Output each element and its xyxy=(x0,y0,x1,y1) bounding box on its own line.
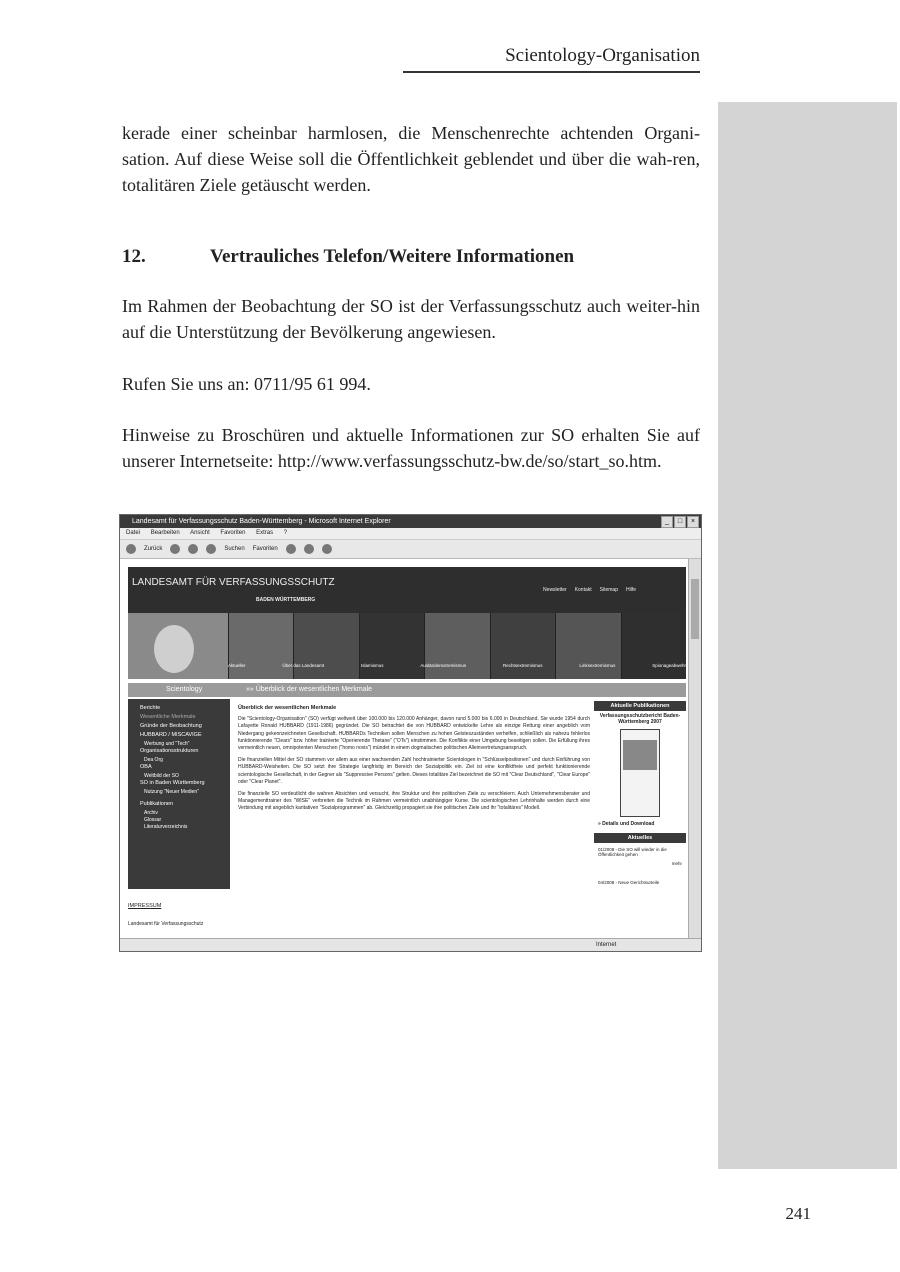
nav-sub-medien[interactable]: Nutzung "Neuer Medien" xyxy=(144,789,199,795)
caption-auslaender[interactable]: Ausländerextremismus xyxy=(420,663,467,668)
section-label: Scientology xyxy=(166,686,203,693)
news-more-link[interactable]: mehr xyxy=(671,861,682,866)
caption-aktueller[interactable]: Aktueller xyxy=(228,663,246,668)
caption-islamismus[interactable]: Islamismus xyxy=(360,663,384,668)
nav-kontakt[interactable]: Kontakt xyxy=(574,587,592,593)
banner-subtitle: BADEN WÜRTTEMBERG xyxy=(256,597,316,603)
scrollbar[interactable] xyxy=(688,559,701,939)
window-title: Landesamt für Verfassungsschutz Baden-Württemberg - Microsoft Internet Explorer xyxy=(132,518,391,525)
minimize-icon[interactable]: _ xyxy=(661,516,673,528)
article-paragraph-3: Die finanzielle SO verdeutlicht die wahren Absichten und versucht, ihre Struktur und ihre politischen Ziele zu verschleiern. Auch Unternehmensberater und Managementtrainer des "WISE" verbreiten die Technik im Rahmen vermeintlich unabhängiger Kurse. Die scientologischen Lehrinhalte werden durch eine Verbindung mit angeblich karitativen "Sozialprogrammen" ab. Gleichzeitig propagiert sie ihre politischen Ziele und ihr "totalitäres" Modell. xyxy=(238,791,590,812)
photo-captions xyxy=(228,663,686,668)
caption-rechts[interactable]: Rechtsextremismus xyxy=(502,663,543,668)
mail-icon[interactable] xyxy=(304,544,314,554)
favorites-button[interactable]: Favoriten xyxy=(252,546,278,552)
section-number: 12. xyxy=(122,246,146,267)
article-paragraph-1: Die "Scientology-Organisation" (SO) verfügt weltweit über 100.000 bis 120.000 Anhänger, davon rund 5.000 bis 6.000 in Deutschland. Sie wurde 1954 durch Lafayette Ronald HUBBARD (1911-1986) gegründet. Die SO betrachtet die von HUBBARD entwickelte Lehre als einzige Rettung einer angeblich vom Niedergang gekennzeichneten Gesellschaft. HUBBARDs Techniken sollen Menschen zu hohen Geisteszuständen verhelfen, schließlich als nahezu fehlerlos funktionierende "Clears" bzw. höher trainierte "Operierende Thetane" ("OTs") einstimmen. Die Konflikte einer Umgebung beseitigen sollen. Die Erfüllung ihres vermeintlich neuen, omnipotenten Menschen ("homo novis") mündet in einem dogmatischen politischen Alleinvertretungsanspruch. xyxy=(238,716,590,752)
photo-5[interactable] xyxy=(490,613,555,679)
photo-strip xyxy=(128,613,686,679)
menu-bar xyxy=(120,528,701,540)
impressum-link[interactable]: IMPRESSUM xyxy=(128,903,162,909)
nav-merkmale[interactable]: Wesentliche Merkmale xyxy=(140,714,196,720)
paragraph-1: kerade einer scheinbar harmlosen, die Menschenrechte achtenden Organi-sation. Auf diese Weise soll die Öffentlichkeit geblendet und über die wah-ren, totalitären Ziele getäuscht werden. xyxy=(122,123,700,195)
nav-sub-archiv[interactable]: Archiv xyxy=(144,810,158,816)
article-paragraph-2: Die finanziellen Mittel der SO stammen vor allem aus einer wachsenden Zahl hochtrainierter Scientologen in "Schlüsselpositionen" und durch Einführung von HUBBARD-Weisheiten. Die SO setzt ihre Strategie langfristig im Bereich der Sozialpolitik ein. Ziel ist eine konfliktfreie und perfekt funktionierende scientologische Gesellschaft, in der Gegner als "Suppressive Persons" gelten. Dieses totalitäre Ziel bezeichnet die SO mit "Clear Deutschland", "Clear Europe" oder "Clear Planet". xyxy=(238,757,590,785)
download-link[interactable]: » Details und Download xyxy=(598,821,655,827)
status-zone: Internet xyxy=(596,942,617,948)
nav-struktur[interactable]: Organisationsstrukturen xyxy=(140,748,199,754)
photo-6[interactable] xyxy=(555,613,620,679)
history-icon[interactable] xyxy=(286,544,296,554)
news-item-2[interactable]: 04/2008 - Neue Gerichtsurteile xyxy=(598,880,660,885)
forward-icon[interactable] xyxy=(170,544,180,554)
photo-7[interactable] xyxy=(621,613,686,679)
home-icon[interactable] xyxy=(206,544,216,554)
top-nav xyxy=(543,587,636,593)
caption-links[interactable]: Linksextremismus xyxy=(579,663,616,668)
banner-title: LANDESAMT FÜR VERFASSUNGSSCHUTZ xyxy=(132,577,335,588)
website xyxy=(120,559,688,939)
section-title: Vertrauliches Telefon/Weitere Informationen xyxy=(210,246,575,267)
photo-1[interactable] xyxy=(228,613,293,679)
nav-gruende[interactable]: Gründe der Beobachtung xyxy=(140,723,202,729)
news-item-1[interactable]: 01/2008 - Die SO will wieder in die Öffentlichkeit gehen xyxy=(598,847,667,857)
status-bar xyxy=(120,938,701,951)
print-icon[interactable] xyxy=(322,544,332,554)
window-titlebar xyxy=(120,515,701,528)
refresh-icon[interactable] xyxy=(188,544,198,554)
search-button[interactable]: Suchen xyxy=(224,546,245,552)
article-heading: Überblick der wesentlichen Merkmale xyxy=(238,705,337,711)
back-button[interactable]: Zurück xyxy=(144,546,163,552)
menu-datei[interactable]: Datei xyxy=(126,530,141,536)
nav-sub-werbung[interactable]: Werbung und "Tech" xyxy=(144,741,190,747)
photo-2[interactable] xyxy=(293,613,358,679)
paragraph-2: Im Rahmen der Beobachtung der SO ist der Verfassungsschutz auch weiter-hin auf die Unterstützung der Bevölkerung angewiesen. xyxy=(122,296,700,342)
right-column xyxy=(594,701,686,889)
menu-bearbeiten[interactable]: Bearbeiten xyxy=(150,530,180,536)
browser-screenshot xyxy=(119,514,702,952)
photo-3[interactable] xyxy=(359,613,424,679)
site-banner xyxy=(128,567,686,613)
maximize-icon[interactable]: □ xyxy=(674,516,686,528)
nav-newsletter[interactable]: Newsletter xyxy=(543,587,567,593)
menu-favoriten[interactable]: Favoriten xyxy=(220,530,246,536)
portrait-photo xyxy=(128,613,228,679)
book-cover[interactable] xyxy=(620,729,660,817)
article xyxy=(238,705,590,818)
publication-title: Verfassungsschutzbericht Baden-Württemberg 2007 xyxy=(599,713,681,725)
nav-sub-weltbild[interactable]: Weltbild der SO xyxy=(144,773,179,779)
nav-sitemap[interactable]: Sitemap xyxy=(599,587,618,593)
menu-extras[interactable]: Extras xyxy=(256,530,274,536)
impressum-address: Landesamt für Verfassungsschutz xyxy=(128,921,204,927)
nav-berichte[interactable]: Berichte xyxy=(140,705,161,711)
menu-ansicht[interactable]: Ansicht xyxy=(190,530,210,536)
nav-oba[interactable]: OBA xyxy=(140,764,152,770)
nav-hilfe[interactable]: Hilfe xyxy=(625,587,636,593)
nav-sub-literatur[interactable]: Literaturverzeichnis xyxy=(144,824,188,830)
photo-4[interactable] xyxy=(424,613,489,679)
back-icon[interactable] xyxy=(126,544,136,554)
running-title: Scientology-Organisation xyxy=(505,45,700,66)
close-icon[interactable]: × xyxy=(687,516,699,528)
nav-hubbard[interactable]: HUBBARD / MISCAVIGE xyxy=(140,732,202,738)
menu-help[interactable]: ? xyxy=(283,530,288,536)
news-heading: Aktuelles xyxy=(594,833,686,843)
header-rule xyxy=(403,71,700,73)
window-controls xyxy=(661,516,699,528)
caption-landesamt[interactable]: Über das Landesamt xyxy=(282,663,325,668)
publications-heading: Aktuelle Publikationen xyxy=(594,701,686,711)
toolbar xyxy=(120,540,701,559)
nav-sub-glossar[interactable]: Glossar xyxy=(144,817,162,823)
paragraph-3: Rufen Sie uns an: 0711/95 61 994. xyxy=(122,374,371,394)
margin-band xyxy=(718,102,897,1169)
section-bar xyxy=(128,683,686,697)
nav-bw[interactable]: SO in Baden Württemberg xyxy=(140,780,205,786)
nav-sub-seaorg[interactable]: Dea Org xyxy=(144,757,163,763)
breadcrumb: »» Überblick der wesentlichen Merkmale xyxy=(246,686,373,693)
page-number: 241 xyxy=(785,1204,811,1223)
paragraph-4: Hinweise zu Broschüren und aktuelle Informationen zur SO erhalten Sie auf unserer Internetseite: http://www.verfassungsschutz-bw.de/so/start_so.htm. xyxy=(122,425,700,471)
nav-publikationen[interactable]: Publikationen xyxy=(140,801,174,807)
caption-spionage[interactable]: Spionageabwehr xyxy=(652,663,686,668)
section-heading xyxy=(122,246,574,268)
left-nav xyxy=(128,699,230,889)
